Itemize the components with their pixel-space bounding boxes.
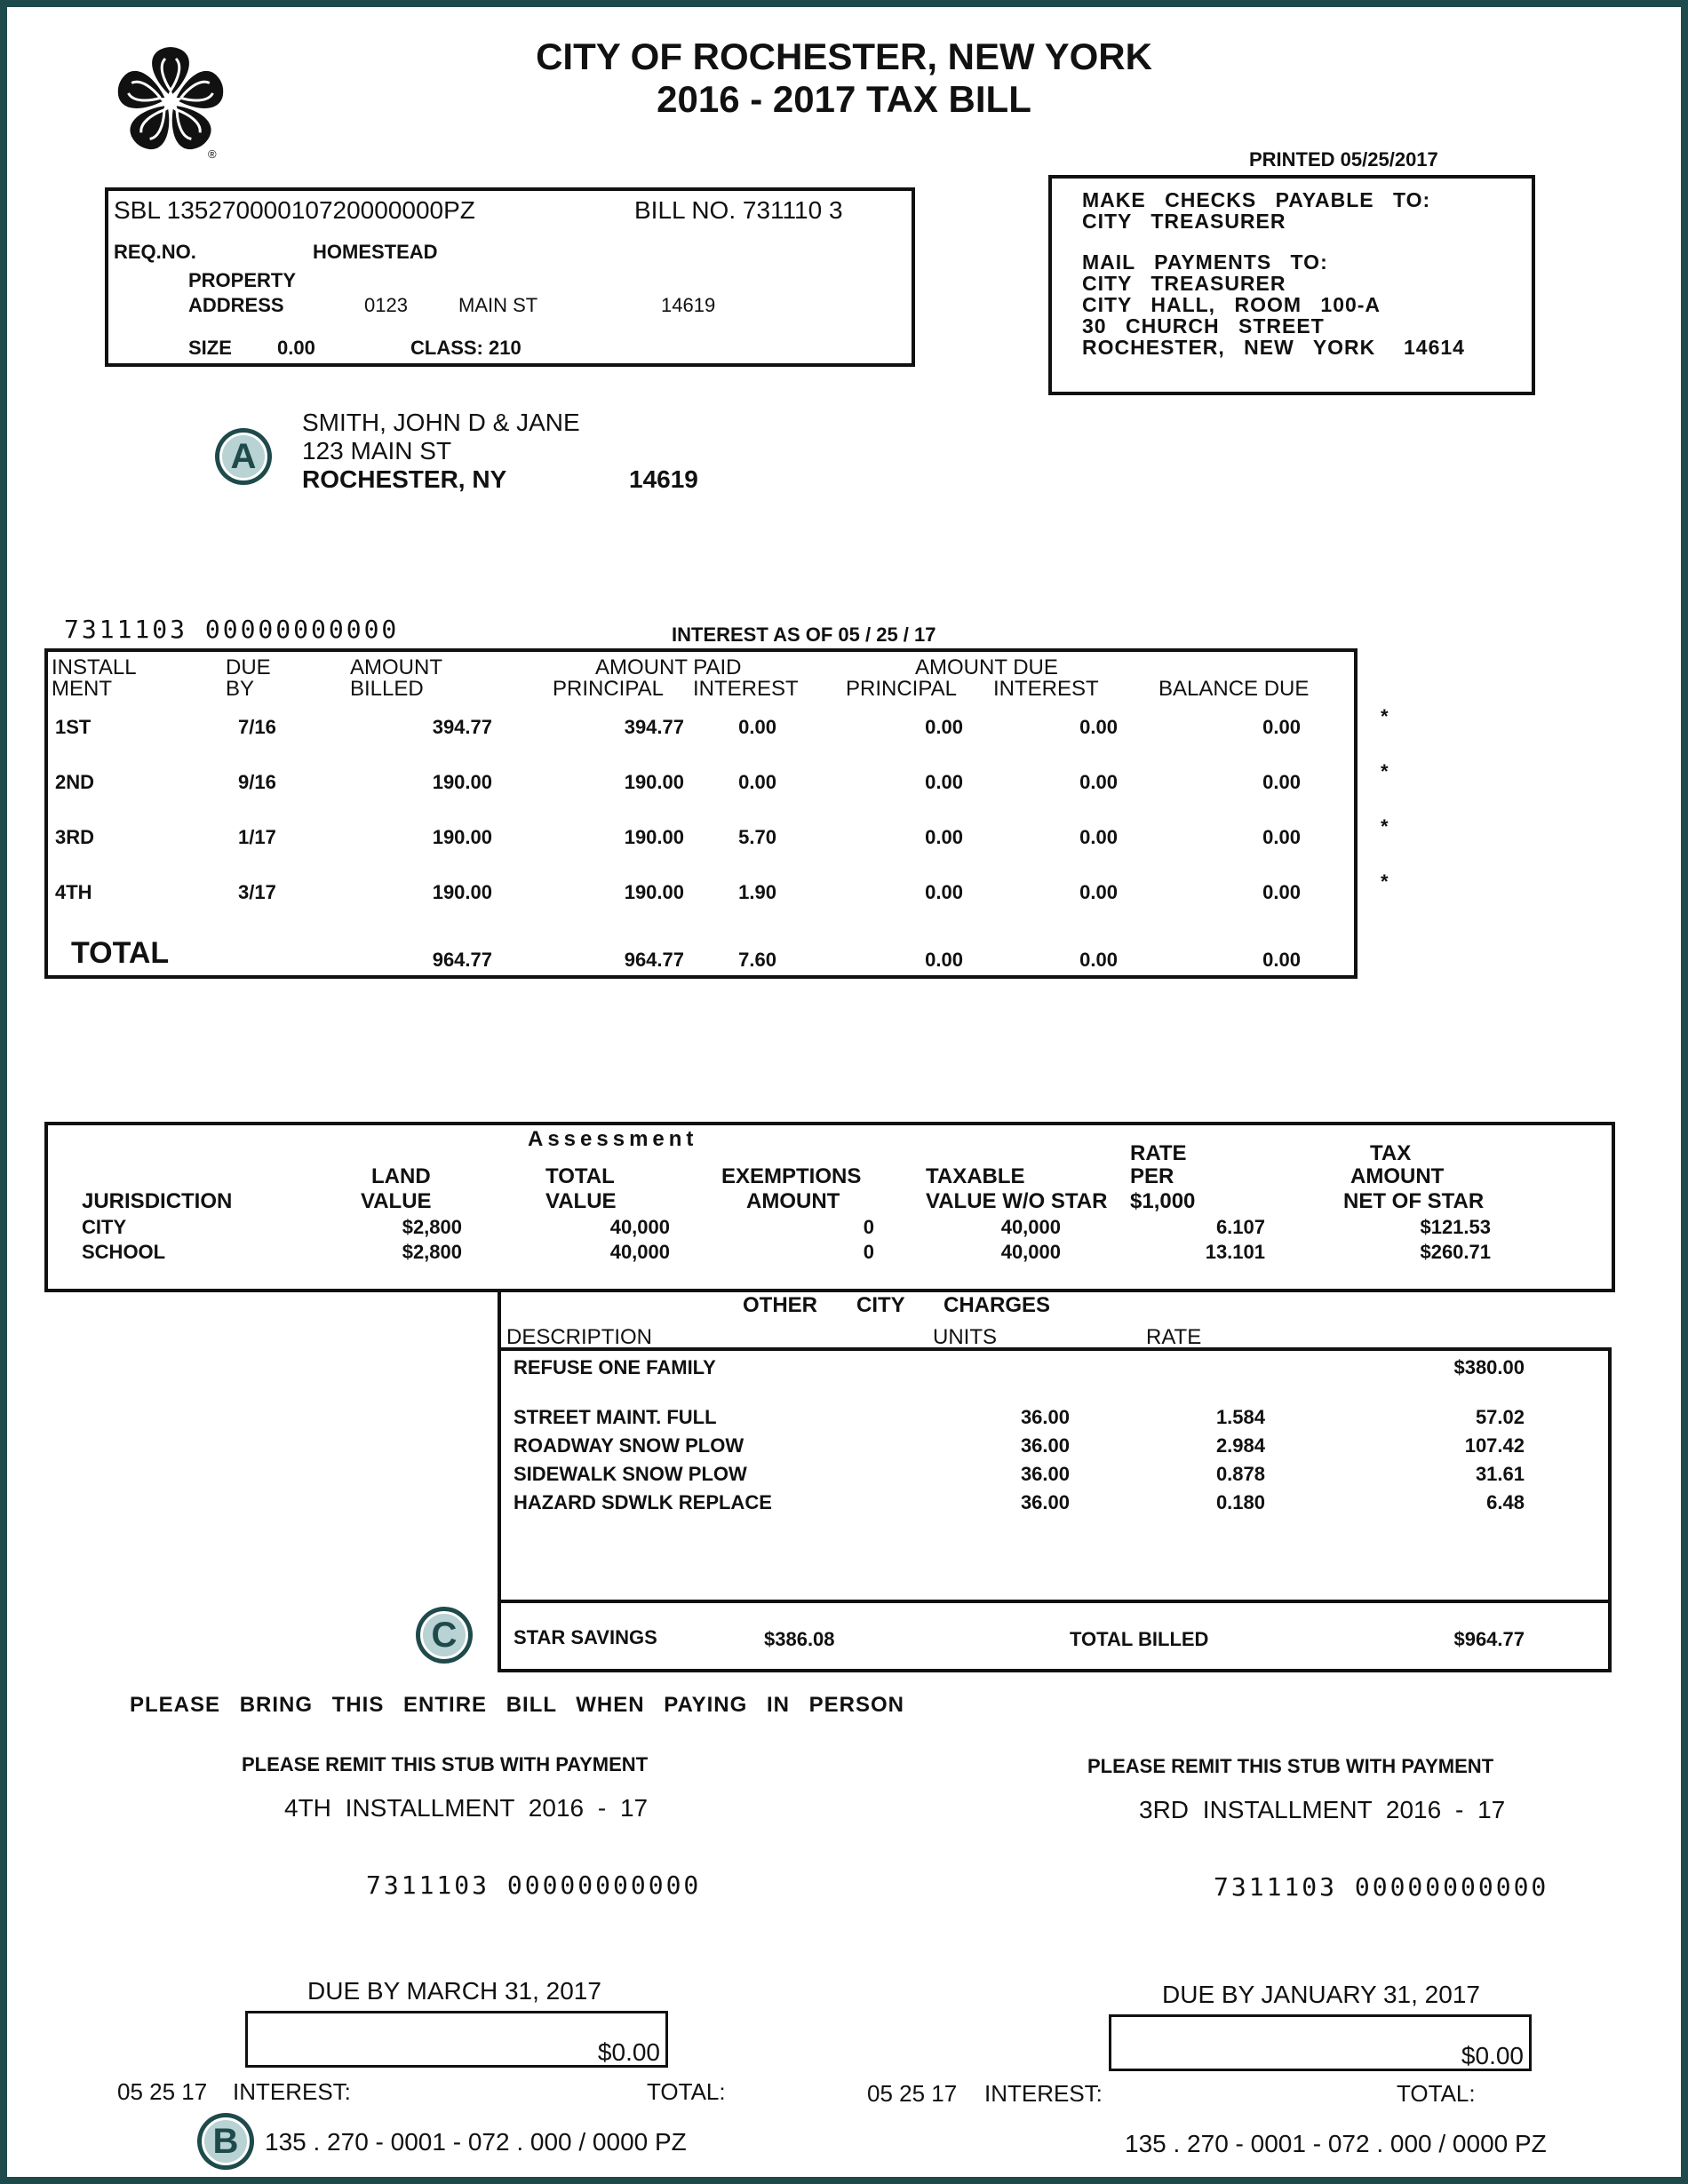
header-total: TOTAL bbox=[545, 1164, 615, 1188]
installment-balance: 0.00 bbox=[1262, 771, 1301, 793]
header-paid-principal: PRINCIPAL bbox=[553, 677, 664, 701]
size-label: SIZE bbox=[188, 337, 232, 359]
land-value: $2,800 bbox=[402, 1241, 462, 1263]
jurisdiction-name: SCHOOL bbox=[82, 1241, 166, 1263]
total-paid-interest: 7.60 bbox=[738, 949, 776, 971]
right-stub-code: 7311103 00000000000 bbox=[1214, 1872, 1549, 1902]
homestead-label: HOMESTEAD bbox=[313, 241, 438, 263]
header-total-value: VALUE bbox=[545, 1189, 617, 1213]
installment-number: 4TH bbox=[55, 881, 92, 903]
installment-paid-principal: 190.00 bbox=[624, 881, 684, 903]
installment-due-date: 1/17 bbox=[238, 826, 276, 848]
charge-units: 36.00 bbox=[1020, 1406, 1070, 1428]
header-due-principal: PRINCIPAL bbox=[846, 677, 957, 701]
charge-rate: 1.584 bbox=[1215, 1406, 1265, 1428]
installment-due-interest: 0.00 bbox=[1079, 771, 1118, 793]
mail-to-line: CITY TREASURER bbox=[1082, 272, 1286, 295]
size-value: 0.00 bbox=[277, 337, 315, 359]
installment-paid-principal: 394.77 bbox=[624, 716, 684, 738]
total-billed: 964.77 bbox=[432, 949, 492, 971]
req-no-label: REQ.NO. bbox=[114, 241, 196, 263]
total-due-principal: 0.00 bbox=[925, 949, 963, 971]
left-stub-total-label: TOTAL: bbox=[647, 2078, 726, 2105]
star-savings-label: STAR SAVINGS bbox=[514, 1626, 657, 1648]
total-balance: 0.00 bbox=[1262, 949, 1301, 971]
charge-rate: 0.878 bbox=[1215, 1463, 1265, 1485]
refuse-description: REFUSE ONE FAMILY bbox=[514, 1356, 716, 1378]
assessment-title: Assessment bbox=[528, 1127, 698, 1151]
header-value-wo-star: VALUE W/O STAR bbox=[926, 1189, 1108, 1213]
left-stub-interest-label: INTEREST: bbox=[233, 2078, 351, 2105]
right-stub-amount: $0.00 bbox=[1461, 2042, 1524, 2069]
charges-table bbox=[498, 1347, 1612, 1603]
header-land: LAND bbox=[371, 1164, 431, 1188]
installment-paid-interest: 5.70 bbox=[738, 826, 776, 848]
payment-address-box bbox=[1048, 175, 1535, 395]
left-stub-code: 7311103 00000000000 bbox=[366, 1870, 702, 1900]
printed-date: PRINTED 05/25/2017 bbox=[1249, 148, 1438, 171]
right-stub-date: 05 25 17 bbox=[867, 2080, 958, 2107]
installment-paid-mark: * bbox=[1381, 705, 1389, 727]
tax-rate: 13.101 bbox=[1205, 1241, 1265, 1263]
installment-paid-interest: 0.00 bbox=[738, 716, 776, 738]
marker-a: A bbox=[215, 428, 272, 485]
interest-as-of: INTEREST AS OF 05 / 25 / 17 bbox=[672, 623, 936, 646]
total-paid-principal: 964.77 bbox=[624, 949, 684, 971]
installment-due-principal: 0.00 bbox=[925, 881, 963, 903]
installment-balance: 0.00 bbox=[1262, 716, 1301, 738]
installment-due-date: 3/17 bbox=[238, 881, 276, 903]
right-stub-total-label: TOTAL: bbox=[1397, 2080, 1476, 2107]
total-value: 40,000 bbox=[609, 1241, 670, 1263]
land-value: $2,800 bbox=[402, 1216, 462, 1238]
header-exemptions: EXEMPTIONS bbox=[721, 1164, 862, 1188]
installment-billed: 394.77 bbox=[432, 716, 492, 738]
header-exemptions-amount: AMOUNT bbox=[746, 1189, 840, 1213]
installment-paid-principal: 190.00 bbox=[624, 771, 684, 793]
charge-units: 36.00 bbox=[1020, 1434, 1070, 1457]
street-number: 0123 bbox=[364, 294, 408, 316]
header-rate: RATE bbox=[1130, 1141, 1187, 1165]
page-subtitle: 2016 - 2017 TAX BILL bbox=[657, 78, 1031, 120]
charge-rate: 0.180 bbox=[1215, 1491, 1265, 1513]
installment-due-interest: 0.00 bbox=[1079, 716, 1118, 738]
charges-header-units: UNITS bbox=[933, 1325, 997, 1349]
tax-bill-page bbox=[7, 7, 1681, 2177]
charge-units: 36.00 bbox=[1020, 1463, 1070, 1485]
class-code: CLASS: 210 bbox=[410, 337, 522, 359]
header-jurisdiction: JURISDICTION bbox=[82, 1189, 233, 1213]
charges-header-description: DESCRIPTION bbox=[506, 1325, 653, 1349]
page-title: CITY OF ROCHESTER, NEW YORK bbox=[536, 36, 1152, 77]
property-label: PROPERTY bbox=[188, 269, 297, 291]
left-stub-installment: 4TH INSTALLMENT 2016 - 17 bbox=[284, 1794, 649, 1822]
taxable-value: 40,000 bbox=[1000, 1241, 1061, 1263]
charge-description: HAZARD SDWLK REPLACE bbox=[514, 1491, 772, 1513]
header-paid-interest: INTEREST bbox=[693, 677, 799, 701]
installment-balance: 0.00 bbox=[1262, 826, 1301, 848]
header-amount: AMOUNT bbox=[350, 655, 442, 679]
header-land-value: VALUE bbox=[361, 1189, 432, 1213]
jurisdiction-name: CITY bbox=[82, 1216, 127, 1238]
header-due: DUE bbox=[226, 655, 271, 679]
bring-bill-notice: PLEASE BRING THIS ENTIRE BILL WHEN PAYING IN PERSON bbox=[130, 1693, 904, 1717]
installment-number: 2ND bbox=[55, 771, 95, 793]
charge-amount: 107.42 bbox=[1464, 1434, 1525, 1457]
header-install: INSTALL bbox=[52, 655, 137, 679]
city-state-line: ROCHESTER, NEW YORK bbox=[1082, 336, 1376, 359]
installment-number: 1ST bbox=[55, 716, 92, 738]
header-by: BY bbox=[226, 677, 255, 701]
assessment-table bbox=[44, 1122, 1615, 1292]
header-per: PER bbox=[1130, 1164, 1174, 1188]
address-label: ADDRESS bbox=[188, 294, 284, 316]
left-stub-amount: $0.00 bbox=[597, 2038, 660, 2066]
star-savings-value: $386.08 bbox=[764, 1628, 835, 1650]
total-due-interest: 0.00 bbox=[1079, 949, 1118, 971]
installment-table bbox=[44, 648, 1358, 979]
owner-street: 123 MAIN ST bbox=[302, 437, 452, 465]
installment-paid-principal: 190.00 bbox=[624, 826, 684, 848]
tax-amount: $260.71 bbox=[1420, 1241, 1491, 1263]
total-billed-label: TOTAL BILLED bbox=[1070, 1628, 1209, 1650]
header-net-of-star: NET OF STAR bbox=[1343, 1189, 1485, 1213]
right-stub-parcel: 135 . 270 - 0001 - 072 . 000 / 0000 PZ bbox=[1125, 2130, 1547, 2157]
installment-due-interest: 0.00 bbox=[1079, 881, 1118, 903]
totals-box bbox=[498, 1600, 1612, 1672]
owner-name: SMITH, JOHN D & JANE bbox=[302, 409, 580, 436]
sbl-number: SBL 13527000010720000000PZ bbox=[114, 196, 475, 224]
checks-payable-line: MAKE CHECKS PAYABLE TO: bbox=[1082, 188, 1431, 211]
header-ment: MENT bbox=[52, 677, 112, 701]
street-name: MAIN ST bbox=[458, 294, 538, 316]
charge-rate: 2.984 bbox=[1215, 1434, 1265, 1457]
right-stub-installment: 3RD INSTALLMENT 2016 - 17 bbox=[1139, 1796, 1506, 1823]
registered-mark: ® bbox=[208, 147, 217, 161]
installment-paid-mark: * bbox=[1381, 870, 1389, 893]
right-stub-remit: PLEASE REMIT THIS STUB WITH PAYMENT bbox=[1087, 1755, 1494, 1777]
city-hall-line: CITY HALL, ROOM 100-A bbox=[1082, 293, 1381, 316]
header-balance-due: BALANCE DUE bbox=[1159, 677, 1310, 701]
installment-due-date: 9/16 bbox=[238, 771, 276, 793]
charges-title-other: OTHER bbox=[743, 1293, 817, 1317]
charge-units: 36.00 bbox=[1020, 1491, 1070, 1513]
total-label: TOTAL bbox=[71, 936, 170, 970]
exemptions-amount: 0 bbox=[863, 1241, 874, 1263]
tax-amount: $121.53 bbox=[1420, 1216, 1491, 1238]
installment-due-principal: 0.00 bbox=[925, 716, 963, 738]
right-stub-interest-label: INTEREST: bbox=[984, 2080, 1103, 2107]
installment-balance: 0.00 bbox=[1262, 881, 1301, 903]
marker-b: B bbox=[197, 2113, 254, 2170]
installment-due-interest: 0.00 bbox=[1079, 826, 1118, 848]
left-stub-parcel: 135 . 270 - 0001 - 072 . 000 / 0000 PZ bbox=[265, 2128, 687, 2156]
tax-rate: 6.107 bbox=[1215, 1216, 1265, 1238]
installment-due-principal: 0.00 bbox=[925, 826, 963, 848]
taxable-value: 40,000 bbox=[1000, 1216, 1061, 1238]
installment-due-principal: 0.00 bbox=[925, 771, 963, 793]
bill-number: BILL NO. 731110 3 bbox=[634, 196, 843, 224]
installment-paid-mark: * bbox=[1381, 760, 1389, 782]
mail-zip: 14614 bbox=[1404, 336, 1465, 359]
total-billed-value: $964.77 bbox=[1453, 1628, 1525, 1650]
charge-amount: 31.61 bbox=[1475, 1463, 1525, 1485]
charge-description: ROADWAY SNOW PLOW bbox=[514, 1434, 744, 1457]
bill-info-box bbox=[105, 187, 915, 367]
header-amount-due: AMOUNT DUE bbox=[915, 655, 1058, 679]
left-stub-remit: PLEASE REMIT THIS STUB WITH PAYMENT bbox=[242, 1753, 649, 1775]
header-billed: BILLED bbox=[350, 677, 424, 701]
left-stub-date: 05 25 17 bbox=[117, 2078, 208, 2105]
header-amount-paid: AMOUNT PAID bbox=[595, 655, 742, 679]
right-stub-due-by: DUE BY JANUARY 31, 2017 bbox=[1162, 1981, 1480, 2008]
owner-zip: 14619 bbox=[629, 465, 698, 493]
installment-paid-interest: 0.00 bbox=[738, 771, 776, 793]
charges-header-rate: RATE bbox=[1146, 1325, 1202, 1349]
property-zip: 14619 bbox=[661, 294, 716, 316]
header-taxable: TAXABLE bbox=[926, 1164, 1025, 1188]
installment-paid-mark: * bbox=[1381, 815, 1389, 838]
owner-city: ROCHESTER, NY bbox=[302, 465, 507, 493]
charges-title-city: CITY bbox=[856, 1293, 905, 1317]
header-due-interest: INTEREST bbox=[993, 677, 1099, 701]
church-street-line: 30 CHURCH STREET bbox=[1082, 314, 1325, 338]
header-amount: AMOUNT bbox=[1350, 1164, 1445, 1188]
charge-description: STREET MAINT. FULL bbox=[514, 1406, 717, 1428]
left-stub-due-by: DUE BY MARCH 31, 2017 bbox=[307, 1977, 601, 2005]
left-stub-amount-box[interactable] bbox=[245, 2011, 668, 2068]
header-per-1000: $1,000 bbox=[1130, 1189, 1196, 1213]
header-tax: TAX bbox=[1370, 1141, 1412, 1165]
charges-title-charges: CHARGES bbox=[944, 1293, 1051, 1317]
marker-c: C bbox=[416, 1607, 473, 1664]
charge-amount: 6.48 bbox=[1486, 1491, 1525, 1513]
mail-payments-line: MAIL PAYMENTS TO: bbox=[1082, 250, 1328, 274]
account-code: 7311103 00000000000 bbox=[64, 615, 400, 644]
installment-due-date: 7/16 bbox=[238, 716, 276, 738]
charge-description: SIDEWALK SNOW PLOW bbox=[514, 1463, 747, 1485]
exemptions-amount: 0 bbox=[863, 1216, 874, 1238]
payable-to-line: CITY TREASURER bbox=[1082, 210, 1286, 233]
installment-paid-interest: 1.90 bbox=[738, 881, 776, 903]
total-value: 40,000 bbox=[609, 1216, 670, 1238]
installment-billed: 190.00 bbox=[432, 826, 492, 848]
charge-amount: 57.02 bbox=[1475, 1406, 1525, 1428]
right-stub-amount-box[interactable] bbox=[1109, 2014, 1532, 2071]
installment-billed: 190.00 bbox=[432, 881, 492, 903]
installment-billed: 190.00 bbox=[432, 771, 492, 793]
installment-number: 3RD bbox=[55, 826, 95, 848]
refuse-amount: $380.00 bbox=[1453, 1356, 1525, 1378]
